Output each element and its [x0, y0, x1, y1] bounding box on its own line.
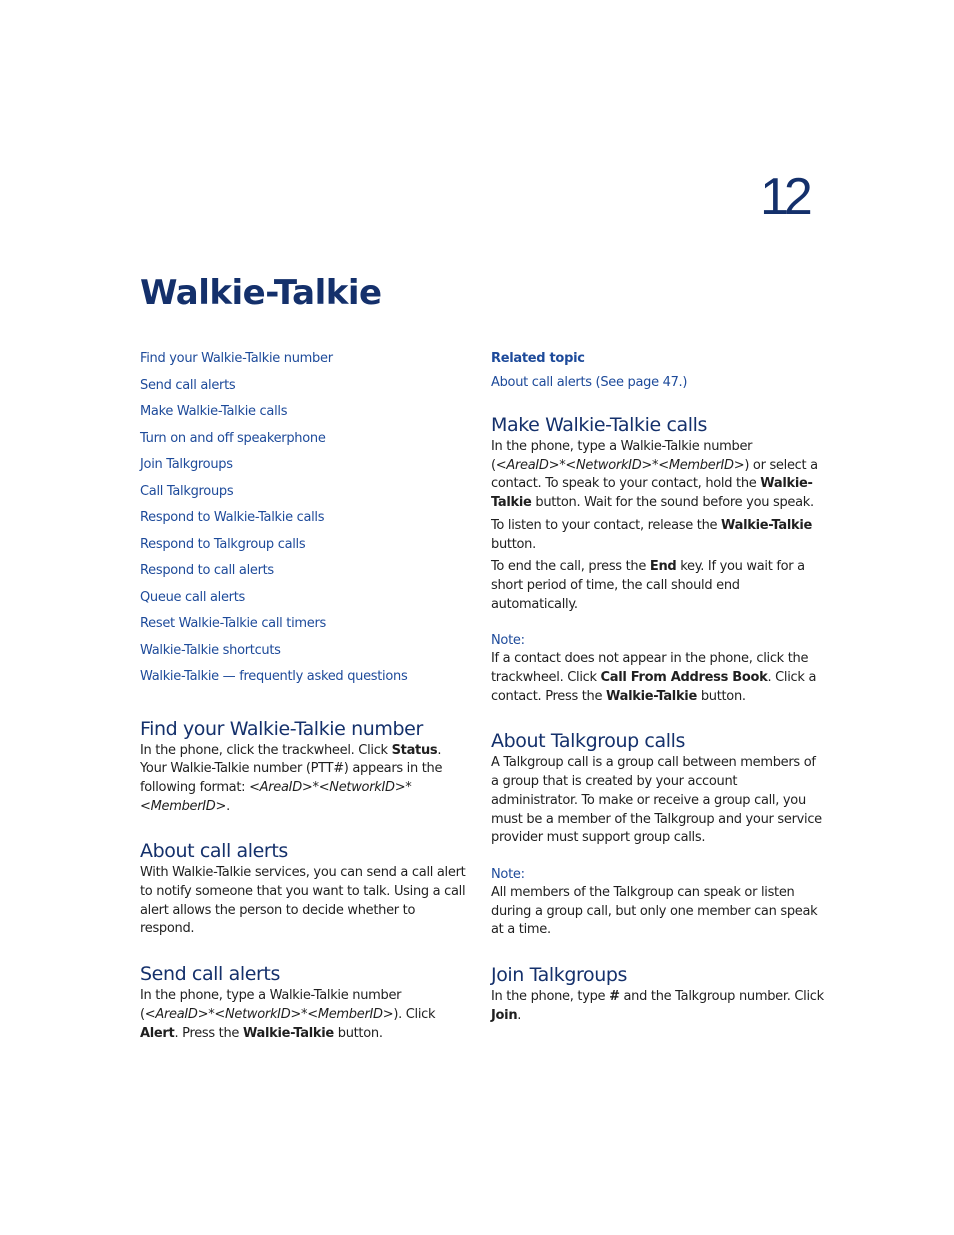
about-talkgroup-body: A Talkgroup call is a group call between members of a group that is created by your account administrator. To make or receive a group call, you must be a member of the Talkgroup and your service provider must support group calls.: [491, 755, 822, 846]
chapter-number: 12: [760, 168, 808, 226]
topic-link[interactable]: Walkie-Talkie shortcuts: [140, 642, 281, 658]
topic-link[interactable]: Make Walkie-Talkie calls: [140, 404, 288, 419]
section-heading-send-alerts: Send call alerts: [140, 963, 280, 986]
section-heading-about-talkgroup: About Talkgroup calls: [491, 730, 685, 753]
topic-link[interactable]: Walkie-Talkie — frequently asked questions: [140, 669, 408, 684]
section-heading-join-talkgroups: Join Talkgroups: [491, 964, 628, 987]
find-number-body: In the phone, click the trackwheel. Click Status. Your Walkie-Talkie number (PTT#) appears in the following format: <AreaID>*<NetworkID>*<MemberID>.: [140, 742, 443, 814]
send-alerts-body: In the phone, type a Walkie-Talkie number (<AreaID>*<NetworkID>*<MemberID>). Click Alert. Press the Walkie-Talkie button.: [140, 988, 436, 1041]
related-topic-link[interactable]: About call alerts (See page 47.): [491, 375, 688, 390]
section-heading-find-number: Find your Walkie-Talkie number: [140, 717, 423, 740]
topic-link[interactable]: Send call alerts: [140, 377, 236, 393]
chapter-title: Walkie-Talkie: [140, 273, 382, 313]
note-label: Note:: [491, 633, 525, 649]
join-talkgroups-body: In the phone, type # and the Talkgroup number. Click Join.: [491, 989, 824, 1023]
about-alerts-body: With Walkie-Talkie services, you can send a call alert to notify someone that you want to talk. Using a call alert allows the person to decide whether to respond.: [140, 865, 466, 937]
topic-link[interactable]: Queue call alerts: [140, 589, 246, 605]
right-column: [491, 350, 826, 1025]
topic-link[interactable]: Respond to Talkgroup calls: [140, 536, 306, 552]
section-heading-about-alerts: About call alerts: [140, 840, 288, 863]
topic-link[interactable]: Join Talkgroups: [140, 457, 233, 472]
section-heading-make-calls: Make Walkie-Talkie calls: [491, 414, 708, 436]
topic-link[interactable]: Respond to call alerts: [140, 563, 274, 578]
topic-link[interactable]: Find your Walkie-Talkie number: [140, 351, 333, 366]
note-label: Note:: [491, 866, 525, 882]
left-column: [140, 350, 470, 1043]
make-calls-p2: To listen to your contact, release the Walkie-Talkie button.: [491, 517, 812, 552]
make-calls-note: If a contact does not appear in the phone, click the trackwheel. Click Call From Address Book. Click a contact. Press the Walkie-Talkie button.: [491, 651, 817, 704]
about-talkgroup-note: All members of the Talkgroup can speak or listen during a group call, but only one member can speak at a time.: [491, 884, 818, 938]
make-calls-p1: In the phone, type a Walkie-Talkie number (<AreaID>*<NetworkID>*<MemberID>) or select a contact. To speak to your contact, hold the Walkie-Talkie button. Wait for the sound before you speak.: [491, 439, 818, 511]
topic-link[interactable]: Reset Walkie-Talkie call timers: [140, 616, 326, 631]
topic-link[interactable]: Respond to Walkie-Talkie calls: [140, 510, 325, 525]
related-topic-label: Related topic: [491, 351, 585, 366]
make-calls-p3: To end the call, press the End key. If you wait for a short period of time, the call should end automatically.: [491, 559, 805, 612]
topic-link[interactable]: Call Talkgroups: [140, 483, 234, 499]
topic-link[interactable]: Turn on and off speakerphone: [140, 430, 326, 446]
topic-list: [140, 350, 470, 686]
